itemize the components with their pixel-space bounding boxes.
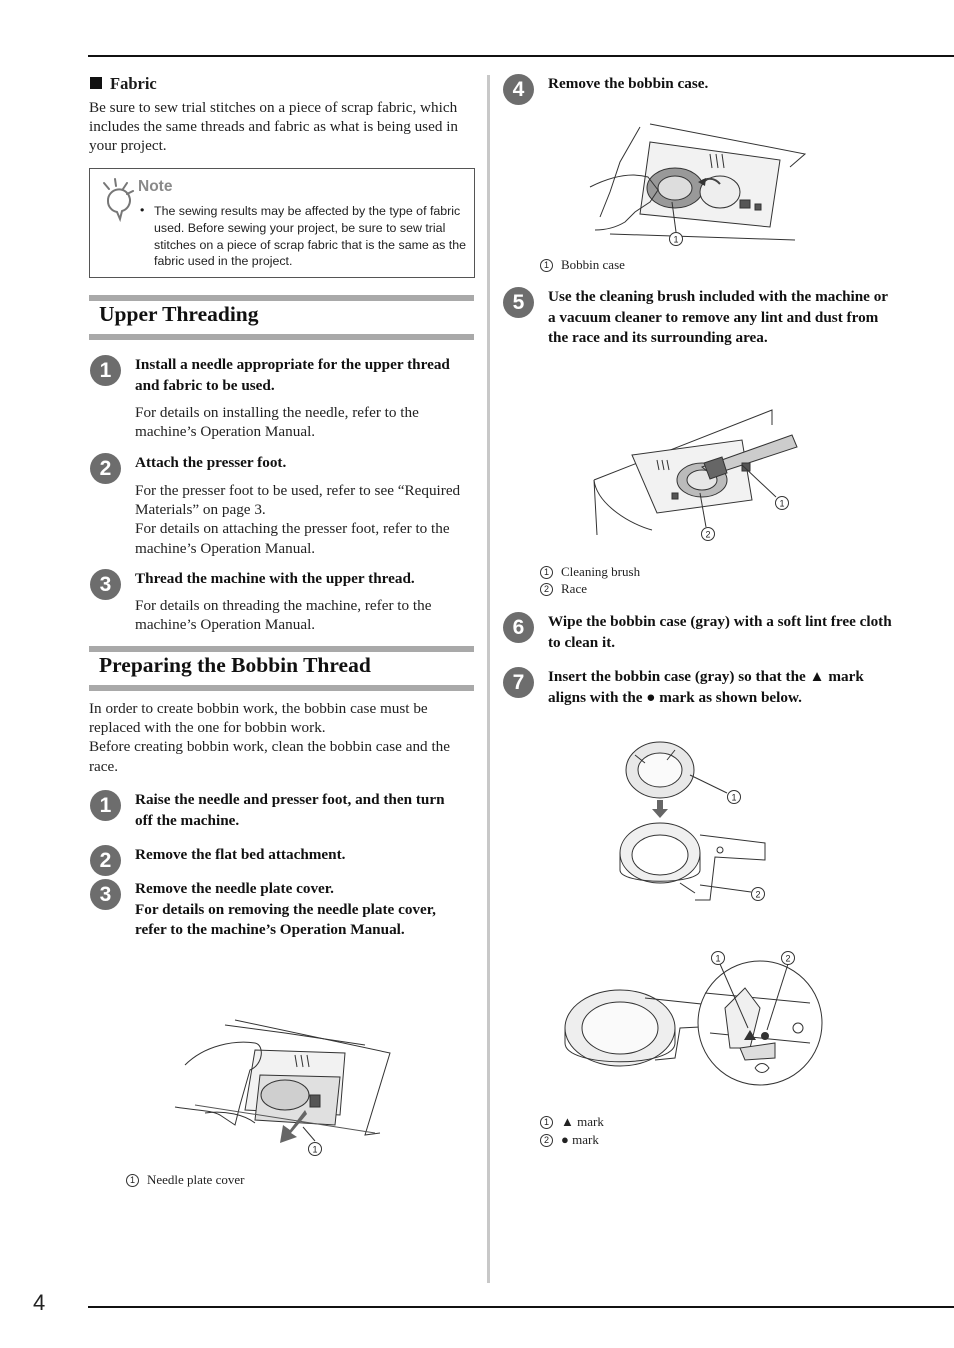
figure-caption: 1 ▲ mark xyxy=(540,1114,604,1130)
note-bullet: • xyxy=(140,203,145,217)
note-text: The sewing results may be affected by the type of fabric used. Before sewing your project, be sure to sew trial stitches on a piece of scrap fabric that is the same as the fabric used in the project. xyxy=(154,204,466,269)
note-box xyxy=(89,168,475,278)
svg-text:1: 1 xyxy=(715,953,721,964)
bobbin-thread-heading xyxy=(89,646,474,691)
svg-text:1: 1 xyxy=(779,498,785,509)
step-detail: For details on installing the needle, refer to the machine’s Operation Manual. xyxy=(135,404,419,441)
figure-caption: 1 Needle plate cover xyxy=(126,1172,244,1188)
upper-threading-heading xyxy=(89,295,474,340)
bottom-rule xyxy=(88,1306,954,1308)
section-title: Upper Threading xyxy=(99,302,259,326)
svg-text:1: 1 xyxy=(312,1144,318,1155)
alignment-detail-illustration xyxy=(560,948,820,1103)
figure-caption: 2 Race xyxy=(540,581,587,597)
page-number: 4 xyxy=(33,1290,46,1315)
column-divider xyxy=(487,75,490,1283)
figure-caption: 1 Bobbin case xyxy=(540,257,625,273)
cleaning-brush-illustration xyxy=(592,405,802,545)
step-number: 5 xyxy=(503,287,534,318)
step-number: 3 xyxy=(90,879,121,910)
svg-text:2: 2 xyxy=(785,953,791,964)
step-number: 1 xyxy=(90,790,121,821)
step-title: Remove the bobbin case. xyxy=(548,75,709,92)
step-number: 7 xyxy=(503,667,534,698)
step-title: Install a needle appropriate for the upper thread and fabric to be used. xyxy=(135,356,450,394)
heading-bar-bottom xyxy=(89,685,474,691)
step-number: 1 xyxy=(90,355,121,386)
step-title: Thread the machine with the upper thread. xyxy=(135,570,415,587)
insert-bobbin-illustration xyxy=(615,735,775,905)
heading-bar-top xyxy=(89,295,474,301)
svg-text:1: 1 xyxy=(731,792,737,803)
step-number: 2 xyxy=(90,453,121,484)
bobbin-case-illustration xyxy=(580,122,810,252)
step-title: Attach the presser foot. xyxy=(135,454,287,471)
svg-text:1: 1 xyxy=(673,234,679,245)
step-number: 4 xyxy=(503,74,534,105)
top-rule xyxy=(88,55,954,57)
step-title: Remove the flat bed attachment. xyxy=(135,846,346,863)
svg-text:2: 2 xyxy=(755,889,761,900)
step-title: Insert the bobbin case (gray) so that the ▲ mark aligns with the ● mark as shown below. xyxy=(548,668,864,706)
step-number: 3 xyxy=(90,569,121,600)
step-number: 2 xyxy=(90,845,121,876)
figure-caption: 2 ● mark xyxy=(540,1132,599,1148)
step-detail: For details on threading the machine, refer to the machine’s Operation Manual. xyxy=(135,597,432,634)
bobbin-intro: In order to create bobbin work, the bobbin case must be replaced with the one for bobbin work. Before creating bobbin work, clean the bobbin case and the race. xyxy=(89,700,450,775)
heading-bar-top xyxy=(89,646,474,652)
step-title: Wipe the bobbin case (gray) with a soft lint free cloth to clean it. xyxy=(548,613,892,651)
note-label: Note xyxy=(138,178,173,195)
needle-plate-illustration xyxy=(165,1015,395,1165)
figure-caption: 1 Cleaning brush xyxy=(540,564,640,580)
svg-text:2: 2 xyxy=(705,529,711,540)
step-number: 6 xyxy=(503,612,534,643)
fabric-text: Be sure to sew trial stitches on a piece of scrap fabric, which includes the same threads and fabric as what is being used in your project. xyxy=(89,99,459,155)
step-title: Use the cleaning brush included with the machine or a vacuum cleaner to remove any lint and dust from the race and its surrounding area. xyxy=(548,288,888,346)
step-title: Remove the needle plate cover. For details on removing the needle plate cover, refer to the machine’s Operation Manual. xyxy=(135,880,436,938)
square-bullet-icon xyxy=(90,77,102,89)
heading-bar-bottom xyxy=(89,334,474,340)
section-title: Preparing the Bobbin Thread xyxy=(99,653,371,677)
step-detail: For the presser foot to be used, refer to see “Required Materials” on page 3. For details on attaching the presser foot, refer to the machine’s Operation Manual. xyxy=(135,482,461,557)
lightbulb-note-icon xyxy=(100,179,136,225)
step-title: Raise the needle and presser foot, and then turn off the machine. xyxy=(135,791,445,829)
fabric-heading: Fabric xyxy=(90,74,157,94)
